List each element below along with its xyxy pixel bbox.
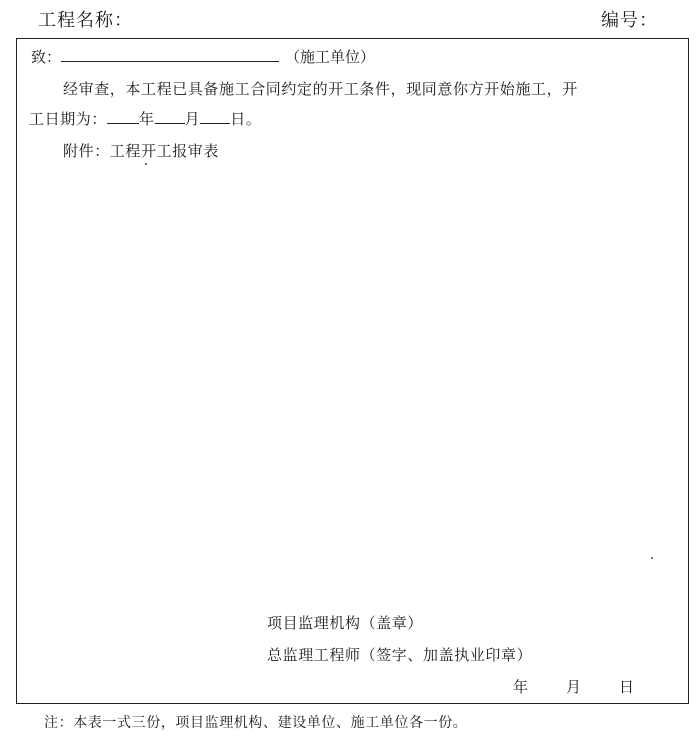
document-number-label: 编号： (601, 10, 658, 31)
project-name-label: 工程名称： (38, 10, 133, 31)
signature-year-label: 年 (513, 678, 529, 696)
day-label: 日。 (230, 110, 262, 128)
month-label: 月 (184, 110, 201, 128)
scan-speck (145, 163, 147, 165)
body-text-line-1: 经审查，本工程已具备施工合同约定的开工条件，现同意你方开始施工，开 (63, 80, 578, 98)
supervision-org-signature: 项目监理机构（盖章） (267, 614, 424, 632)
form-box (16, 38, 689, 704)
addressee-prefix: 致： (31, 48, 62, 66)
attachment-line: 附件：工程开工报审表 (63, 142, 220, 160)
year-blank[interactable] (107, 109, 139, 124)
start-date-prefix: 工日期为： (29, 110, 108, 128)
month-blank[interactable] (155, 109, 185, 124)
footnote: 注：本表一式三份，项目监理机构、建设单位、施工单位各一份。 (44, 715, 468, 731)
year-label: 年 (139, 110, 155, 128)
start-date-line (29, 109, 261, 129)
addressee-suffix: （施工单位） (285, 48, 376, 66)
chief-engineer-signature: 总监理工程师（签字、加盖执业印章） (267, 646, 533, 664)
addressee-line (31, 47, 375, 67)
signature-day-label: 日 (619, 678, 635, 696)
addressee-blank[interactable] (61, 47, 279, 62)
day-blank[interactable] (200, 109, 230, 124)
scan-speck (651, 557, 653, 559)
header (0, 0, 699, 38)
signature-month-label: 月 (566, 678, 582, 696)
signature-date (513, 677, 634, 697)
